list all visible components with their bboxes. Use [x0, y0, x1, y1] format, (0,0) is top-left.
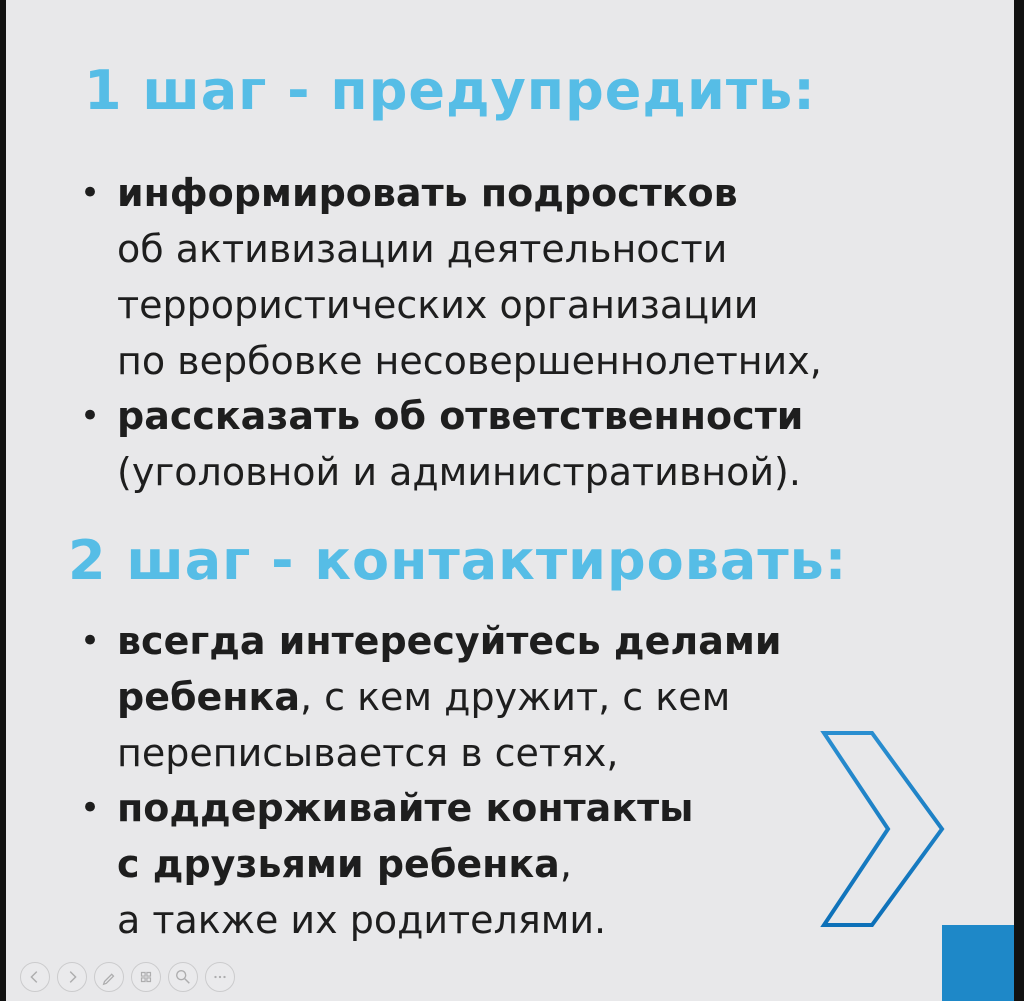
- list-item-interest: [80, 613, 900, 781]
- zoom-icon[interactable]: [168, 962, 198, 992]
- item-regular-text: ,: [559, 842, 572, 886]
- item-regular-text: , с кем дружит, с кем: [299, 675, 731, 719]
- item-bold-phrase: с друзьями ребенка: [117, 842, 560, 886]
- item-text: террористических организации: [117, 283, 759, 327]
- next-icon[interactable]: [57, 962, 87, 992]
- slide: [6, 0, 1014, 1001]
- step-1-heading: 1 шаг - предупредить:: [84, 59, 816, 122]
- bullet-marker: •: [80, 621, 101, 661]
- bullet-marker: •: [80, 788, 101, 828]
- item-bold-text: всегда интересуйтесь делами: [117, 619, 782, 663]
- item-mixed-text: [80, 836, 900, 892]
- bullet-marker: •: [80, 173, 101, 213]
- list-item-responsibility: [80, 388, 900, 500]
- item-text: (уголовной и административной).: [117, 450, 801, 494]
- more-icon[interactable]: [205, 962, 235, 992]
- list-item-inform: [80, 165, 900, 389]
- item-bold-text: рассказать об ответственности: [117, 394, 804, 438]
- item-text: об активизации деятельности: [117, 227, 728, 271]
- item-text: переписывается в сетях,: [117, 731, 619, 775]
- pen-icon[interactable]: [94, 962, 124, 992]
- step-2-heading: 2 шаг - контактировать:: [68, 529, 848, 592]
- grid-icon[interactable]: [131, 962, 161, 992]
- slideshow-toolbar: [20, 962, 282, 992]
- item-mixed-text: [80, 669, 900, 725]
- item-bold-text: информировать подростков: [117, 171, 738, 215]
- previous-icon[interactable]: [20, 962, 50, 992]
- list-item-contacts: [80, 780, 900, 948]
- item-text: а также их родителями.: [117, 898, 607, 942]
- bullet-marker: •: [80, 396, 101, 436]
- corner-accent: [942, 925, 1014, 1001]
- item-bold-text: поддерживайте контакты: [117, 786, 694, 830]
- item-text: по вербовке несовершеннолетних,: [117, 339, 822, 383]
- chevron-right-icon: [810, 725, 952, 935]
- item-bold-word: ребенка: [117, 675, 300, 719]
